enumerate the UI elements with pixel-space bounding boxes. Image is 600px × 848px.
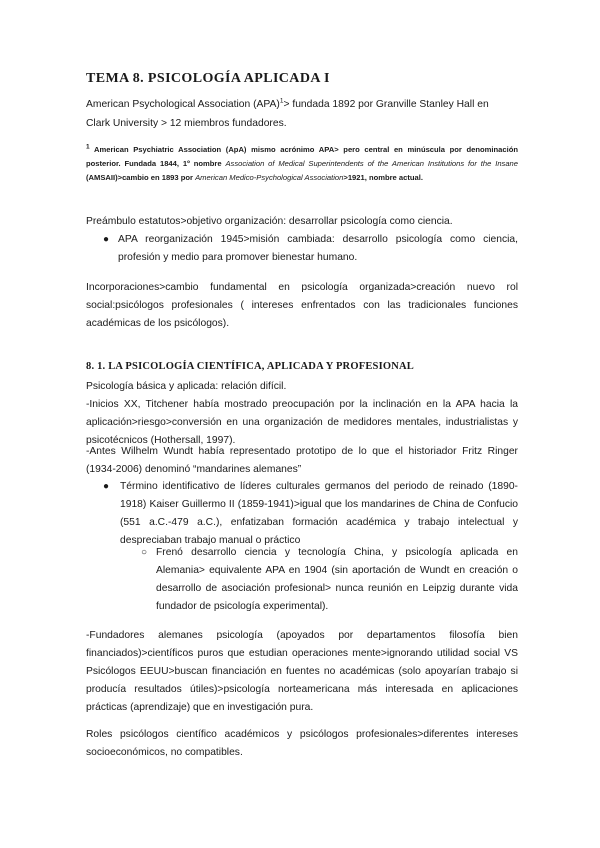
footnote-text-3: >1921, nombre actual. bbox=[343, 173, 423, 182]
bullet-mandarines-text: Término identificativo de líderes culturales germanos del periodo de reinado (1890-1918) Kaiser Guillermo II (1859-1941)>igual que los mandarines de China de Confucio (551 a.C.-479 a.C.), enfatizaban formación académica y trabajo intelectual y despreciaban trabajo manual o práctico bbox=[120, 481, 518, 546]
bullet-apa-text: APA reorganización 1945>misión cambiada: desarrollo psicología como ciencia, profesión y medio para promover bienestar humano. bbox=[118, 234, 518, 263]
footnote bbox=[86, 143, 518, 185]
bullet-circle-icon: ○ bbox=[141, 547, 148, 558]
subbullet-china-text: Frenó desarrollo ciencia y tecnología China, y psicología aplicada en Alemania> equivalente APA en 1904 (sin aportación de Wundt en creación o desarrollo de asociación profesional> nunca reunión en Leipzig durante vida fundador de psicología experimental). bbox=[156, 547, 518, 612]
footnote-italic-2: American Medico-Psychological Association bbox=[195, 173, 344, 182]
intro-text-b: > fundada 1892 por Granville Stanley Hall en bbox=[283, 99, 489, 110]
footnote-marker: 1 bbox=[86, 143, 90, 151]
bullet-mandarines bbox=[103, 478, 518, 550]
section-paragraph-3: -Antes Wilhelm Wundt había representado prototipo de lo que el historiador Fritz Ringer (1934-2006) denominó “mandarines alemanes” bbox=[86, 446, 518, 475]
subbullet-china bbox=[141, 544, 518, 616]
bullet-dot-icon: ● bbox=[103, 481, 110, 492]
section-paragraph-1: Psicología básica y aplicada: relación difícil. bbox=[86, 381, 287, 392]
intro-text-a: American Psychological Association (APA) bbox=[86, 99, 280, 110]
section-paragraph-4: -Fundadores alemanes psicología (apoyados por departamentos filosofía bien financiados)>científicos puros que estudian operaciones mente>ignorando utilidad social VS Psicólogos EEUU>buscan financiación en fuentes no académicas (solo apoyarían trabajo si producía resultados útiles)>psicología norteamericana más interesada en aplicaciones prácticas (aprendizaje) que en investigación pura. bbox=[86, 630, 518, 713]
intro-line-2: Clark University > 12 miembros fundadores. bbox=[86, 118, 287, 129]
section-heading: 8. 1. LA PSICOLOGÍA CIENTÍFICA, APLICADA Y PROFESIONAL bbox=[86, 361, 414, 372]
section-paragraph-2: -Inicios XX, Titchener había mostrado preocupación por la inclinación en la APA hacia la aplicación>riesgo>conversión en una organización de medidores mentales, industrialistas y psicotécnicos (Hothersall, 1997). bbox=[86, 399, 518, 446]
footnote-italic-1: Association of Medical Superintendents of the American Institutions for the Insane bbox=[225, 159, 519, 168]
intro-paragraph bbox=[86, 95, 518, 133]
bullet-apa bbox=[103, 231, 518, 267]
intro-line-1 bbox=[86, 95, 518, 114]
bullet-dot-icon: ● bbox=[103, 234, 110, 245]
incorporaciones-paragraph: Incorporaciones>cambio fundamental en psicología organizada>creación nuevo rol social:psicólogos profesionales ( intereses enfrentados con las tradicionales funciones académicas de los psicólogos). bbox=[86, 282, 518, 329]
page-title: TEMA 8. PSICOLOGÍA APLICADA I bbox=[86, 71, 330, 86]
footnote-ref[interactable]: 1 bbox=[279, 97, 284, 105]
preambulo-paragraph: Preámbulo estatutos>objetivo organización: desarrollar psicología como ciencia. bbox=[86, 216, 453, 227]
section-paragraph-5: Roles psicólogos científico académicos y psicólogos profesionales>diferentes intereses socioeconómicos, no compatibles. bbox=[86, 729, 518, 758]
footnote-text-2: (AMSAII)>cambio en 1893 por bbox=[86, 173, 196, 182]
footnote-text-1: American Psychiatric Association (ApA) mismo acrónimo APA> pero central en minúscula por denominación posterior. Fundada 1844, 1º nombre bbox=[86, 145, 518, 168]
